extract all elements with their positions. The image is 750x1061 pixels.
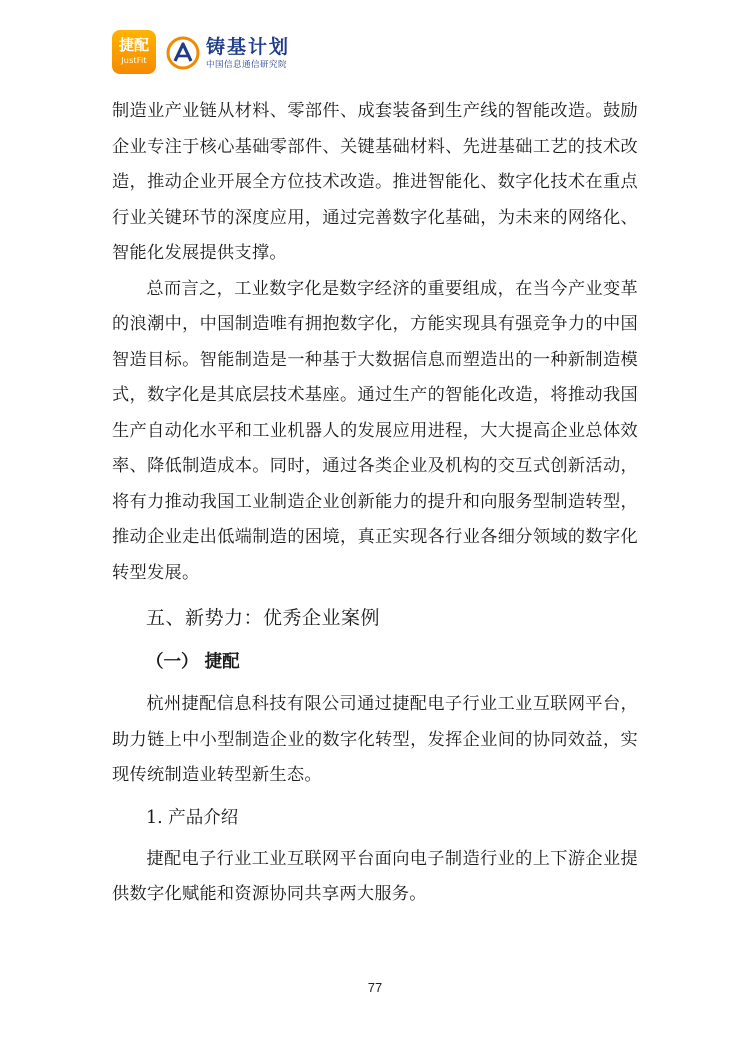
subsection-paragraph: 杭州捷配信息科技有限公司通过捷配电子行业工业互联网平台，助力链上中小型制造企业的数字化转型，发挥企业间的协同效益，实现传统制造业转型新生态。 [112,694,638,785]
page-body [112,94,638,913]
page-header [112,30,512,76]
justfit-logo [112,30,156,74]
page-number: 77 [367,980,383,995]
zhuji-plan-title: 铸基计划 [206,36,291,58]
justfit-logo-cn: 捷配 [118,36,149,54]
item-heading: 1. 产品介绍 [146,807,239,828]
section-heading: 五、新势力：优秀企业案例 [146,607,381,629]
zhuji-plan-logo [166,32,366,74]
body-paragraph-2: 总而言之，工业数字化是数字经济的重要组成，在当今产业变革的浪潮中，中国制造唯有拥抱数字化，方能实现具有强竞争力的中国智造目标。智能制造是一种基于大数据信息而塑造出的一种新制造模式，数字化是其底层技术基座。通过生产的智能化改造，将推动我国生产自动化水平和工业机器人的发展应用进程，大大提高企业总体效率、降低制造成本。同时，通过各类企业及机构的交互式创新活动，将有力推动我国工业制造企业创新能力的提升和向服务型制造转型，推动企业走出低端制造的困境，真正实现各行业各细分领域的数字化转型发展。 [112,278,638,583]
zhuji-emblem-icon [166,35,200,71]
caict-org-name: 中国信息通信研究院 [206,60,288,70]
subsection-heading: （一） 捷配 [146,652,240,672]
justfit-logo-en: JustFit [121,56,147,65]
body-paragraph-1: 制造业产业链从材料、零部件、成套装备到生产线的智能改造。鼓励企业专注于核心基础零部件、关键基础材料、先进基础工艺的技术改造，推动企业开展全方位技术改造。推进智能化、数字化技术在重点行业关键环节的深度应用，通过完善数字化基础，为未来的网络化、智能化发展提供支撑。 [112,101,638,263]
item-paragraph: 捷配电子行业工业互联网平台面向电子制造行业的上下游企业提供数字化赋能和资源协同共享两大服务。 [112,848,638,904]
